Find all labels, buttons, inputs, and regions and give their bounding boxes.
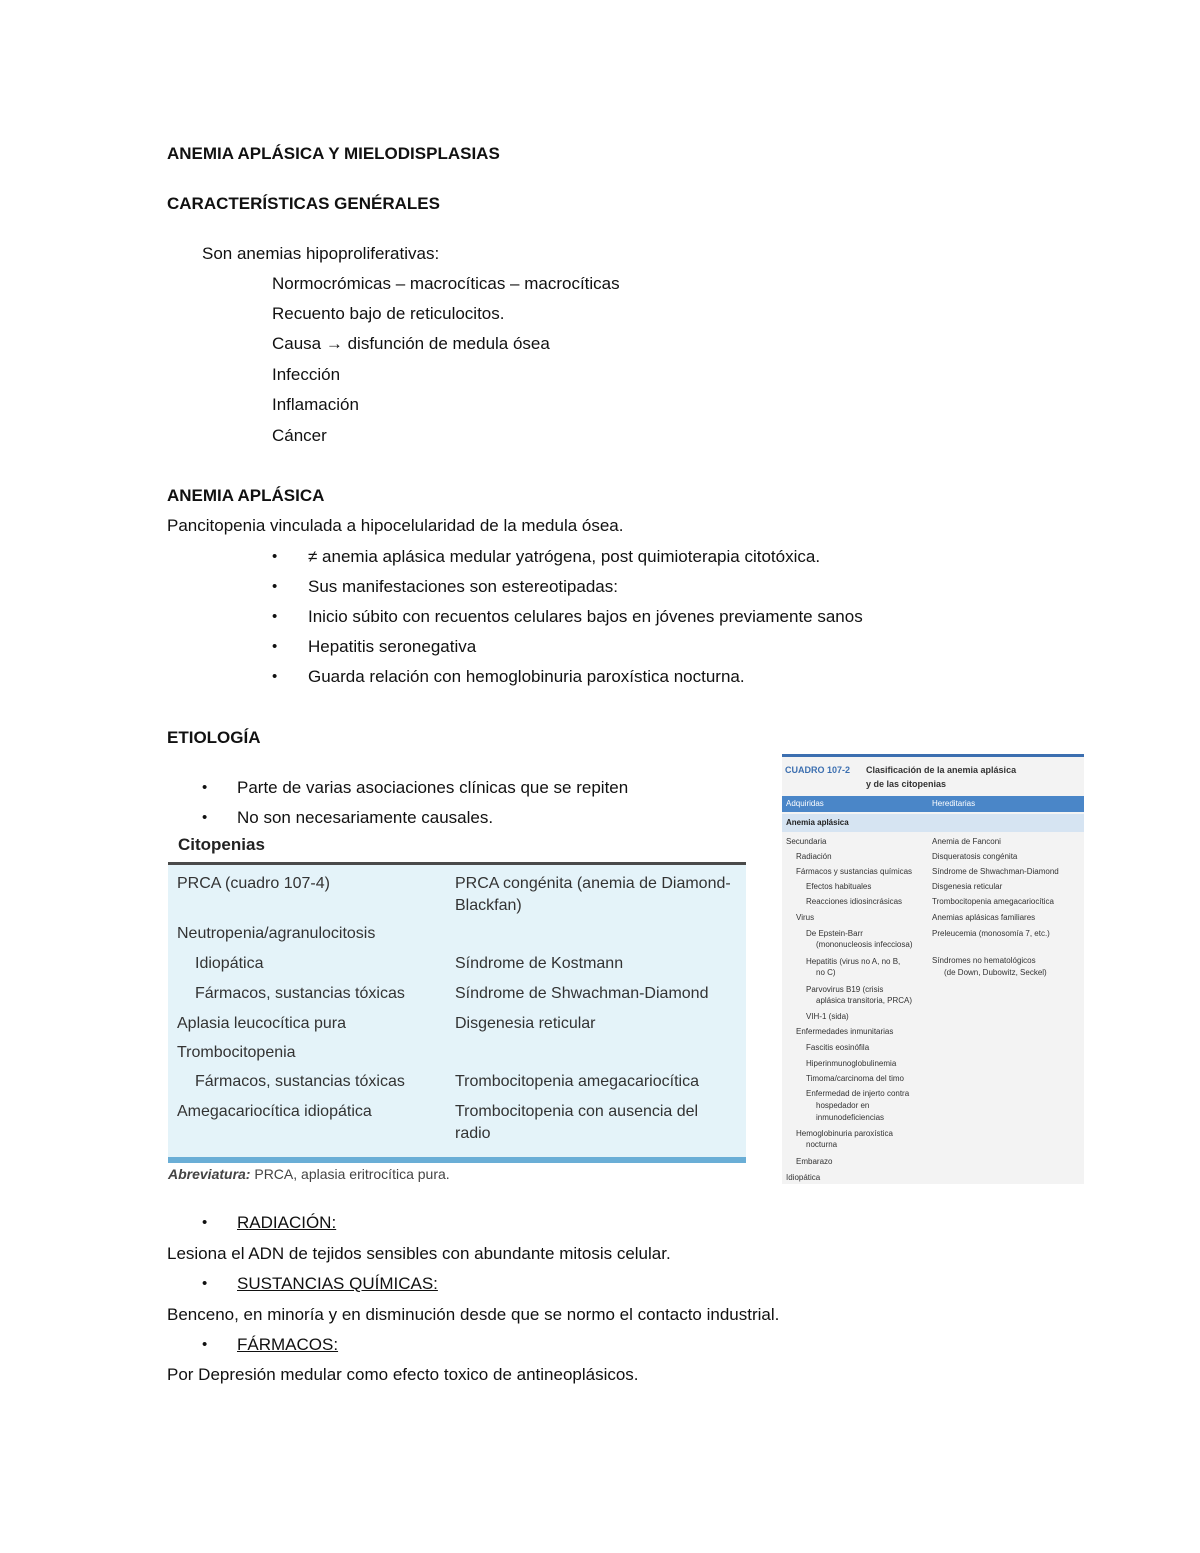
cuadro-left-item: Fascitis eosinófila: [806, 1043, 870, 1052]
section-heading-anemia-aplasica: ANEMIA APLÁSICA: [167, 486, 325, 505]
section2-intro: Pancitopenia vinculada a hipocelularidad de la medula ósea.: [167, 516, 624, 535]
section1-item: Infección: [272, 365, 341, 384]
citopenias-right-cell: Síndrome de Kostmann: [455, 955, 624, 972]
cuadro-left-item: Enfermedades inmunitarias: [796, 1027, 894, 1036]
cuadro-left-item: Virus: [796, 913, 815, 922]
section-heading-etiologia: ETIOLOGÍA: [167, 728, 261, 747]
bullet-icon: •: [272, 578, 278, 595]
cuadro-right-item: Disqueratosis congénita: [932, 852, 1018, 861]
citopenias-left-cell: Trombocitopenia: [177, 1044, 296, 1061]
cuadro-right-item: Anemias aplásicas familiares: [932, 913, 1036, 922]
citopenias-title: Citopenias: [178, 835, 265, 854]
section1-item: Cáncer: [272, 426, 327, 445]
cuadro-right-item: Anemia de Fanconi: [932, 837, 1001, 846]
citopenias-right-cell: Trombocitopenia con ausencia del: [455, 1103, 699, 1120]
bullet-icon: •: [272, 608, 278, 625]
cuadro-left-item: De Epstein-Barr: [806, 929, 863, 938]
cuadro-right-item: Preleucemia (monosomía 7, etc.): [932, 929, 1050, 938]
section1-item: Normocrómicas – macrocíticas – macrocíticas: [272, 274, 620, 293]
section1-item: Inflamación: [272, 395, 359, 414]
cuadro-left-item: Reacciones idiosincrásicas: [806, 897, 903, 906]
cuadro-left-item: no C): [816, 968, 836, 977]
citopenias-left-cell: Fármacos, sustancias tóxicas: [195, 985, 405, 1002]
section2-bullet: Sus manifestaciones son estereotipadas:: [308, 577, 618, 596]
section2-bullet: Inicio súbito con recuentos celulares bajos en jóvenes previamente sanos: [308, 607, 863, 626]
cuadro-header-row: [782, 796, 1084, 812]
cuadro-left-item: Efectos habituales: [806, 882, 872, 891]
cuadro-top-rule: [782, 754, 1084, 757]
cuadro-subheader-text: Anemia aplásica: [786, 818, 849, 827]
citopenias-left-cell: PRCA (cuadro 107-4): [177, 875, 330, 892]
cuadro-right-item: Síndromes no hematológicos: [932, 956, 1036, 965]
cuadro-right-item: Disgenesia reticular: [932, 882, 1003, 891]
cuadro-left-item: Hiperinmunoglobulinemia: [806, 1059, 897, 1068]
section1-item: Causa → disfunción de medula ósea: [272, 334, 550, 353]
cuadro-left-item: (mononucleosis infecciosa): [816, 940, 913, 949]
cuadro-header-adquiridas: Adquiridas: [786, 799, 824, 808]
bullet-icon: •: [272, 638, 278, 655]
cuadro-subheader: [782, 814, 1084, 832]
cuadro-left-item: Radiación: [796, 852, 832, 861]
cuadro-right-item: Trombocitopenia amegacariocítica: [932, 897, 1054, 906]
page-title: ANEMIA APLÁSICA Y MIELODISPLASIAS: [167, 144, 500, 163]
cuadro-left-item: Parvovirus B19 (crisis: [806, 985, 884, 994]
cuadro-left-item: Hemoglobinuria paroxística: [796, 1129, 893, 1138]
citopenias-table: [168, 862, 746, 1163]
cuadro-107-2: [782, 754, 1084, 1184]
citopenias-right-cell: radio: [455, 1125, 491, 1142]
cause-text-sustancias-quimicas: Benceno, en minoría y en disminución desde que se normo el contacto industrial.: [167, 1305, 780, 1324]
cuadro-left-item: inmunodeficiencias: [816, 1113, 885, 1122]
bullet-icon: •: [202, 1214, 208, 1231]
cuadro-left-item: Fármacos y sustancias químicas: [796, 867, 913, 876]
section-heading-caracteristicas: CARACTERÍSTICAS GENÉRALES: [167, 194, 440, 213]
cuadro-left-item: Hepatitis (virus no A, no B,: [806, 957, 901, 966]
citopenias-right-cell: PRCA congénita (anemia de Diamond-: [455, 875, 731, 892]
cuadro-number: CUADRO 107-2: [785, 765, 851, 775]
cuadro-left-item: aplásica transitoria, PRCA): [816, 996, 913, 1005]
cuadro-left-item: Timoma/carcinoma del timo: [806, 1074, 904, 1083]
cuadro-caption: y de las citopenias: [866, 779, 947, 789]
section2-bullet: ≠ anemia aplásica medular yatrógena, post quimioterapia citotóxica.: [308, 547, 821, 566]
cuadro-left-item: Secundaria: [786, 837, 827, 846]
section2-bullet: Guarda relación con hemoglobinuria paroxística nocturna.: [308, 667, 745, 686]
abbreviation-label: Abreviatura:: [168, 1166, 251, 1182]
cause-label-sustancias-quimicas: SUSTANCIAS QUÍMICAS:: [237, 1274, 438, 1293]
section1-intro: Son anemias hipoproliferativas:: [202, 244, 440, 263]
cuadro-left-item: nocturna: [806, 1140, 838, 1149]
citopenias-right-cell: Blackfan): [455, 897, 522, 914]
section3-bullet: Parte de varias asociaciones clínicas que se repiten: [237, 778, 629, 797]
bullet-icon: •: [202, 779, 208, 796]
cause-text-farmacos: Por Depresión medular como efecto toxico de antineoplásicos.: [167, 1365, 639, 1384]
citopenias-left-cell: Idiopática: [195, 955, 264, 972]
citopenias-right-cell: Síndrome de Shwachman-Diamond: [455, 985, 709, 1002]
cuadro-right-item: Síndrome de Shwachman-Diamond: [932, 867, 1059, 876]
citopenias-abbreviation: [168, 1166, 450, 1182]
cuadro-left-item: hospedador en: [816, 1101, 870, 1110]
cause-label-radiacion: RADIACIÓN:: [237, 1213, 337, 1232]
citopenias-left-cell: Aplasia leucocítica pura: [177, 1015, 346, 1032]
cuadro-left-item: Idiopática: [786, 1173, 821, 1182]
bullet-icon: •: [202, 809, 208, 826]
cuadro-left-item: VIH-1 (sida): [806, 1012, 849, 1021]
citopenias-left-cell: Neutropenia/agranulocitosis: [177, 925, 376, 942]
bullet-icon: •: [272, 668, 278, 685]
bullet-icon: •: [202, 1336, 208, 1353]
cuadro-caption: Clasificación de la anemia aplásica: [866, 765, 1017, 775]
citopenias-right-cell: Disgenesia reticular: [455, 1015, 596, 1032]
section3-bullet: No son necesariamente causales.: [237, 808, 494, 827]
cuadro-left-item: Enfermedad de injerto contra: [806, 1089, 910, 1098]
section1-item: Recuento bajo de reticulocitos.: [272, 304, 505, 323]
citopenias-left-cell: Fármacos, sustancias tóxicas: [195, 1073, 405, 1090]
citopenias-left-cell: Amegacariocítica idiopática: [177, 1103, 372, 1120]
abbreviation-text: PRCA, aplasia eritrocítica pura.: [254, 1166, 450, 1182]
cause-text-radiacion: Lesiona el ADN de tejidos sensibles con abundante mitosis celular.: [167, 1244, 671, 1263]
citopenias-right-cell: Trombocitopenia amegacariocítica: [455, 1073, 699, 1090]
section2-bullet: Hepatitis seronegativa: [308, 637, 477, 656]
cuadro-left-item: Embarazo: [796, 1157, 833, 1166]
cuadro-header-hereditarias: Hereditarias: [932, 799, 976, 808]
cause-label-farmacos: FÁRMACOS:: [237, 1335, 339, 1354]
bullet-icon: •: [272, 548, 278, 565]
bullet-icon: •: [202, 1275, 208, 1292]
cuadro-right-item: (de Down, Dubowitz, Seckel): [944, 968, 1047, 977]
